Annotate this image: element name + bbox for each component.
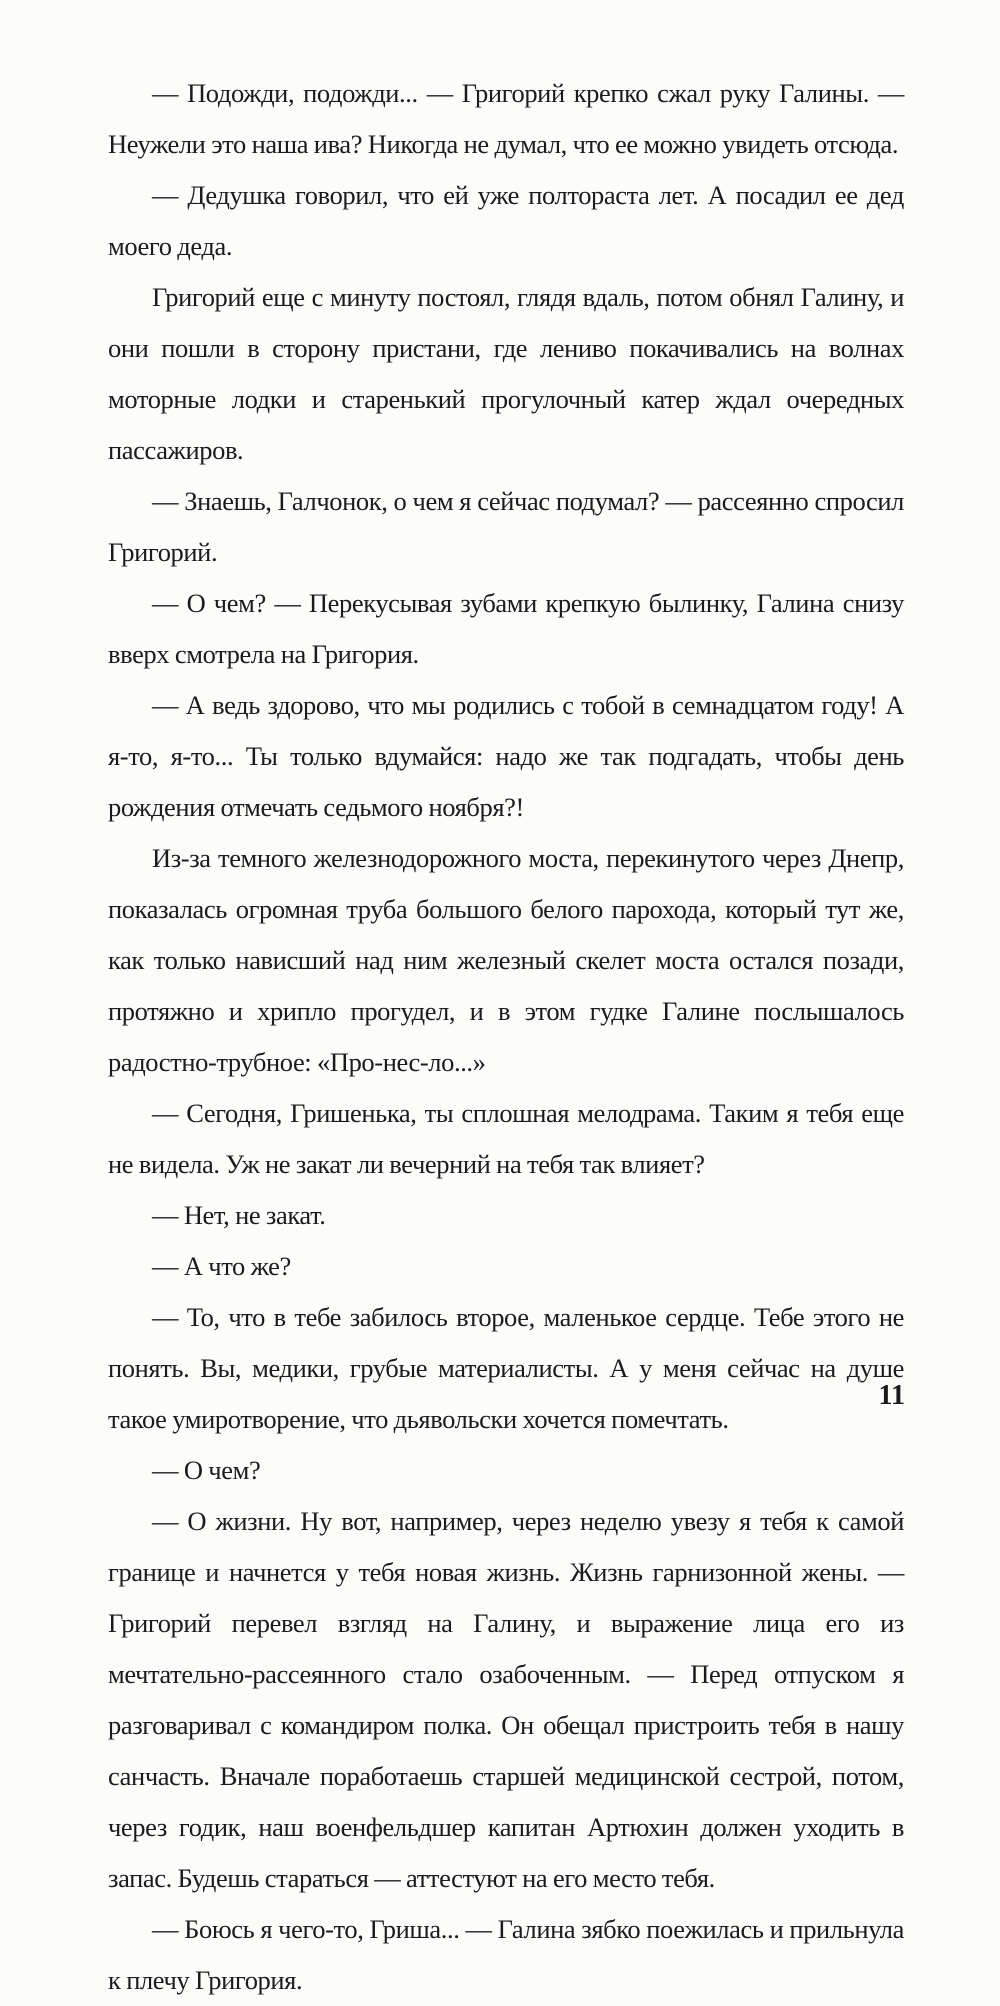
paragraph: Из-за темного железнодорожного моста, перекинутого через Днепр, показалась огромная труба большого белого парохода, который тут же, как только нависший над ним железный скелет моста остался позади, протяжно и хрипло прогудел, и в этом гудке Галине послышалось радостно-трубное: «Про-нес-ло...»: [108, 843, 904, 1077]
paragraph: — Подожди, подожди... — Григорий крепко сжал руку Галины. — Неужели это наша ива? Никогда не думал, что ее можно увидеть отсюда.: [108, 78, 904, 159]
paragraph: — О чем? — Перекусывая зубами крепкую былинку, Галина снизу вверх смотрела на Григория.: [108, 588, 904, 669]
paragraph: — Нет, не закат.: [152, 1200, 326, 1230]
paragraph: — То, что в тебе забилось второе, маленькое сердце. Тебе этого не понять. Вы, медики, грубые материалисты. А у меня сейчас на душе такое умиротворение, что дьявольски хочется помечтать.: [108, 1302, 904, 1434]
paragraph: — О чем?: [152, 1455, 261, 1485]
paragraph: Григорий еще с минуту постоял, глядя вдаль, потом обнял Галину, и они пошли в сторону пристани, где лениво покачивались на волнах моторные лодки и старенький прогулочный катер ждал очередных пассажиров.: [108, 282, 904, 465]
paragraph: — О жизни. Ну вот, например, через неделю увезу я тебя к самой границе и начнется у тебя новая жизнь. Жизнь гарнизонной жены. — Григорий перевел взгляд на Галину, и выражение лица его из мечтательно-рассеянного стало озабоченным. — Перед отпуском я разговаривал с командиром полка. Он обещал пристроить тебя в нашу санчасть. Вначале поработаешь старшей медицинской сестрой, потом, через годик, наш военфельдшер капитан Артюхин должен уходить в запас. Будешь стараться — аттестуют на его место тебя.: [108, 1506, 904, 1893]
page-number: 11: [878, 1380, 905, 1411]
page-body: [108, 68, 904, 2006]
paragraph: — Боюсь я чего-то, Гриша... — Галина зябко поежилась и прильнула к плечу Григория.: [108, 1914, 904, 1995]
paragraph: — Дедушка говорил, что ей уже полтораста лет. А посадил ее дед моего деда.: [108, 180, 904, 261]
paragraph: — А ведь здорово, что мы родились с тобой в семнадцатом году! А я-то, я-то... Ты только вдумайся: надо же так подгадать, чтобы день рождения отмечать седьмого ноября?!: [108, 690, 904, 822]
paragraph: — Знаешь, Галчонок, о чем я сейчас подумал? — рассеянно спросил Григорий.: [108, 486, 904, 567]
paragraph: — А что же?: [152, 1251, 291, 1281]
paragraph: — Сегодня, Гришенька, ты сплошная мелодрама. Таким я тебя еще не видела. Уж не закат ли вечерний на тебя так влияет?: [108, 1098, 904, 1179]
